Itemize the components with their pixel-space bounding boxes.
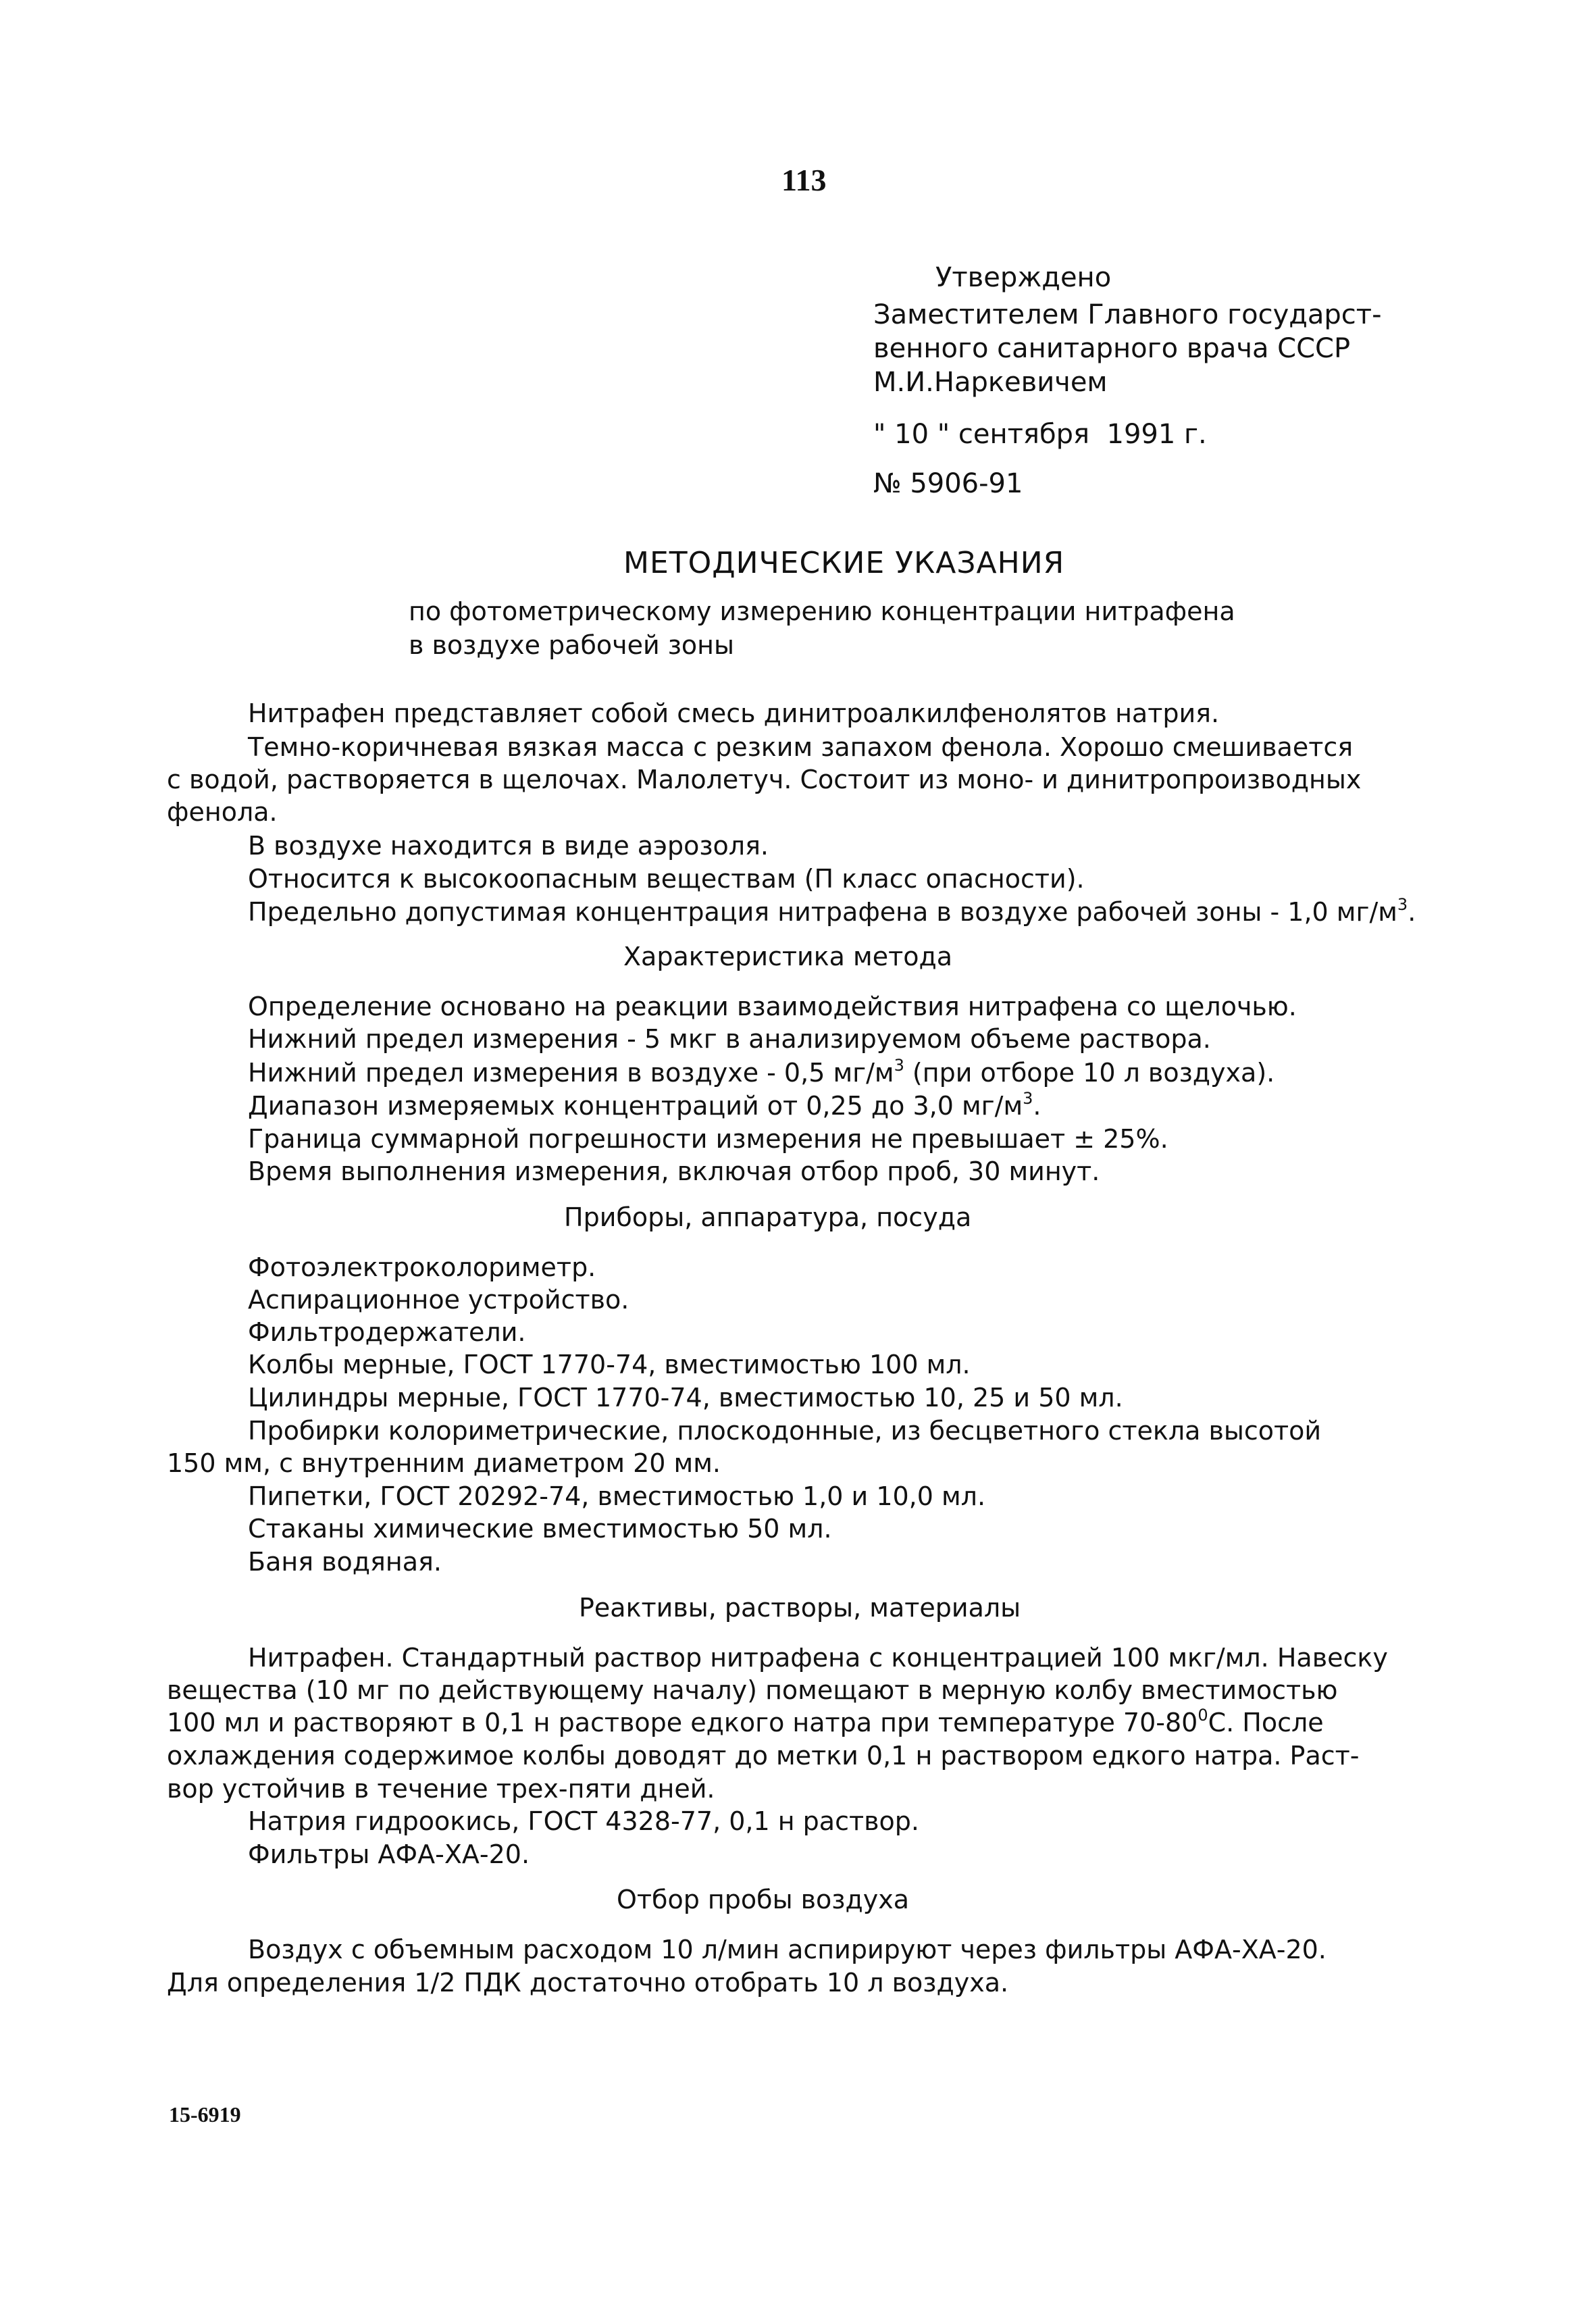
- reagents-line-3-text: 100 мл и растворяют в 0,1 н растворе едкого натра при температуре 70-80: [167, 1708, 1198, 1737]
- method-line-3: [248, 1055, 1275, 1090]
- subtitle-line-1: по фотометрическому измерению концентрации нитрафена: [409, 596, 1235, 626]
- intro-line-7-end: .: [1408, 897, 1416, 927]
- method-line-1: Определение основано на реакции взаимодействия нитрафена со щелочью.: [248, 992, 1297, 1021]
- approval-date: " 10 " сентября 1991 г.: [873, 419, 1207, 450]
- method-line-3-text: Нижний предел измерения в воздухе - 0,5 мг/м: [248, 1058, 894, 1088]
- intro-line-7: [248, 894, 1416, 930]
- intro-line-7-text: Предельно допустимая концентрация нитрафена в воздухе рабочей зоны - 1,0 мг/м: [248, 897, 1397, 927]
- reagents-heading: Реактивы, растворы, материалы: [579, 1593, 1021, 1623]
- instruments-line-7: 150 мм, с внутренним диаметром 20 мм.: [167, 1448, 721, 1478]
- reagents-line-3-end: С. После: [1208, 1708, 1324, 1737]
- method-line-4-sup: 3: [1023, 1089, 1033, 1108]
- method-line-2: Нижний предел измерения - 5 мкг в анализируемом объеме раствора.: [248, 1024, 1211, 1054]
- method-line-5: Граница суммарной погрешности измерения не превышает ± 25%.: [248, 1124, 1168, 1154]
- method-line-4: [248, 1088, 1041, 1123]
- intro-line-7-sup: 3: [1397, 895, 1408, 914]
- approval-line-1: Заместителем Главного государст-: [873, 299, 1382, 330]
- instruments-line-2: Аспирационное устройство.: [248, 1285, 629, 1315]
- method-heading: Характеристика метода: [623, 942, 953, 971]
- method-line-6: Время выполнения измерения, включая отбор проб, 30 минут.: [248, 1156, 1100, 1186]
- reagents-line-3: [167, 1705, 1324, 1740]
- reagents-line-2: вещества (10 мг по действующему началу) помещают в мерную колбу вместимостью: [167, 1675, 1338, 1705]
- approval-line-2: венного санитарного врача СССР: [873, 333, 1351, 364]
- reagents-line-3-sup: 0: [1198, 1706, 1208, 1725]
- instruments-line-4: Колбы мерные, ГОСТ 1770-74, вместимостью 100 мл.: [248, 1350, 971, 1379]
- sampling-line-2: Для определения 1/2 ПДК достаточно отобрать 10 л воздуха.: [167, 1968, 1009, 1998]
- approval-approved: Утверждено: [935, 262, 1112, 293]
- method-line-4-text: Диапазон измеряемых концентраций от 0,25 до 3,0 мг/м: [248, 1091, 1023, 1121]
- instruments-line-5: Цилиндры мерные, ГОСТ 1770-74, вместимостью 10, 25 и 50 мл.: [248, 1383, 1123, 1413]
- page-number: 113: [781, 163, 827, 197]
- intro-line-2: Темно-коричневая вязкая масса с резким запахом фенола. Хорошо смешивается: [248, 732, 1354, 762]
- approval-number: № 5906-91: [873, 468, 1023, 499]
- approval-name: М.И.Наркевичем: [873, 367, 1108, 398]
- instruments-heading: Приборы, аппаратура, посуда: [564, 1202, 972, 1232]
- subtitle-line-2: в воздухе рабочей зоны: [409, 630, 735, 660]
- sampling-heading: Отбор пробы воздуха: [617, 1885, 910, 1914]
- instruments-line-3: Фильтродержатели.: [248, 1317, 526, 1347]
- reagents-line-6: Натрия гидроокись, ГОСТ 4328-77, 0,1 н раствор.: [248, 1806, 919, 1836]
- reagents-line-4: охлаждения содержимое колбы доводят до метки 0,1 н раствором едкого натра. Раст-: [167, 1741, 1360, 1771]
- intro-line-3: с водой, растворяется в щелочах. Малолетуч. Состоит из моно- и динитропроизводных: [167, 765, 1362, 794]
- instruments-line-10: Баня водяная.: [248, 1547, 442, 1577]
- method-line-4-end: .: [1033, 1091, 1041, 1121]
- method-line-3-end: (при отборе 10 л воздуха).: [904, 1058, 1275, 1088]
- instruments-line-9: Стаканы химические вместимостью 50 мл.: [248, 1514, 832, 1544]
- intro-line-4: фенола.: [167, 797, 278, 827]
- intro-line-6: Относится к высокоопасным веществам (П класс опасности).: [248, 864, 1085, 894]
- intro-line-5: В воздухе находится в виде аэрозоля.: [248, 831, 769, 861]
- reagents-line-7: Фильтры АФА-ХА-20.: [248, 1839, 530, 1869]
- method-line-3-sup: 3: [894, 1056, 904, 1075]
- instruments-line-1: Фотоэлектроколориметр.: [248, 1252, 596, 1282]
- reagents-line-5: вор устойчив в течение трех-пяти дней.: [167, 1774, 715, 1804]
- intro-line-1: Нитрафен представляет собой смесь динитроалкилфенолятов натрия.: [248, 698, 1220, 728]
- document-title: МЕТОДИЧЕСКИЕ УКАЗАНИЯ: [623, 546, 1065, 580]
- sampling-line-1: Воздух с объемным расходом 10 л/мин аспирируют через фильтры АФА-ХА-20.: [248, 1935, 1327, 1964]
- footer-code: 15-6919: [169, 2102, 241, 2127]
- instruments-line-8: Пипетки, ГОСТ 20292-74, вместимостью 1,0 и 10,0 мл.: [248, 1481, 986, 1511]
- reagents-line-1: Нитрафен. Стандартный раствор нитрафена с концентрацией 100 мкг/мл. Навеску: [248, 1643, 1388, 1673]
- instruments-line-6: Пробирки колориметрические, плоскодонные, из бесцветного стекла высотой: [248, 1416, 1322, 1446]
